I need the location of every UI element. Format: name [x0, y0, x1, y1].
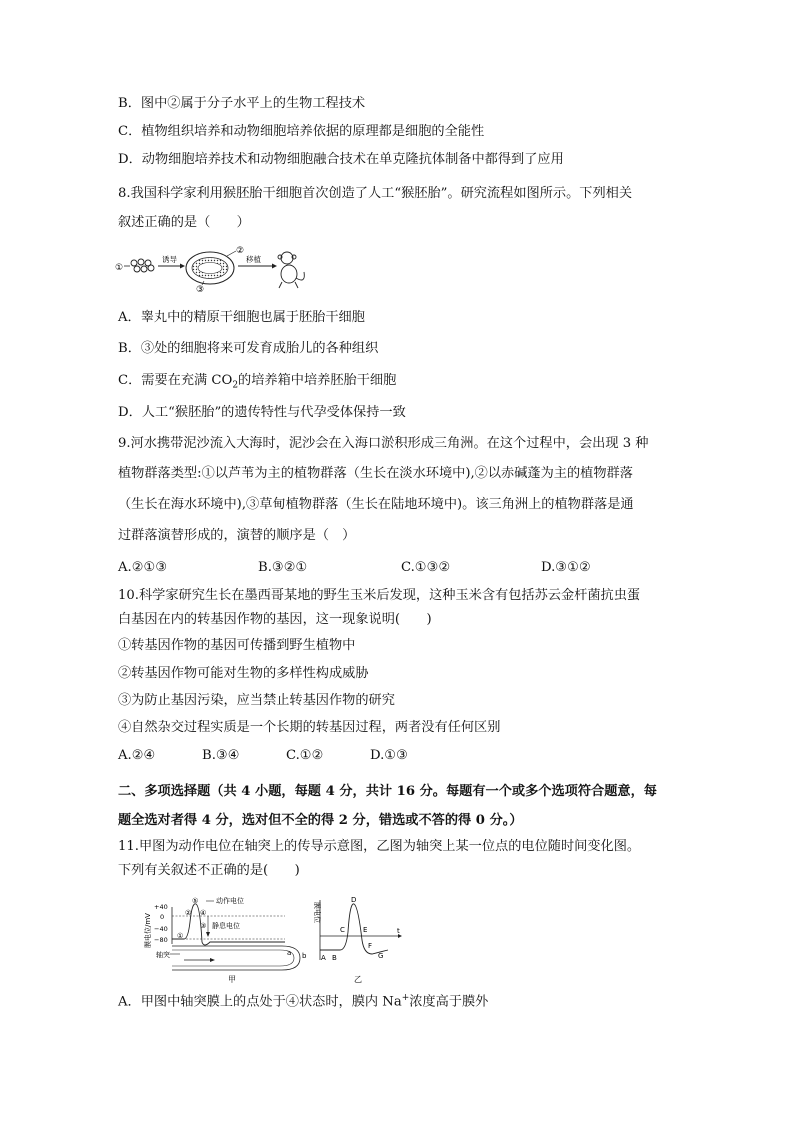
jia-tick: +40 — [154, 903, 168, 911]
q9-option: D.③①② — [541, 560, 591, 575]
resting-potential-label: 静息电位 — [212, 922, 240, 930]
fig8-label-2: ② — [236, 246, 245, 256]
q10-option: C.①② — [286, 748, 324, 763]
figure-jia — [143, 896, 307, 984]
monkey-icon — [278, 252, 304, 288]
q10-statement-1: ①转基因作物的基因可传播到野生植物中 — [118, 638, 356, 653]
q10-stem-line2: 白基因在内的转基因作物的基因，这一现象说明( ) — [118, 612, 432, 627]
q10-statement-3: ③为防止基因污染，应当禁止转基因作物的研究 — [118, 693, 395, 708]
q10-statement-2: ②转基因作物可能对生物的多样性构成威胁 — [118, 666, 369, 681]
jia-circ: ④ — [200, 909, 207, 917]
q10-option: B.③④ — [202, 748, 240, 763]
jia-circ: ① — [177, 932, 184, 940]
q8-option-c — [118, 372, 396, 395]
q8c-text-post: 的培养箱中培养胚胎干细胞 — [238, 373, 397, 388]
q9-stem-line1: 9.河水携带泥沙流入大海时，泥沙会在入海口淤积形成三角洲。在这个过程中，会出现 3 种 — [118, 436, 649, 451]
yi-point: G — [378, 952, 384, 960]
jia-tick: −40 — [154, 925, 168, 933]
yi-point: B — [332, 954, 337, 962]
jia-tick: 0 — [160, 913, 165, 921]
figure-yi — [313, 896, 402, 984]
q10-stem-line1: 10.科学家研究生长在墨西哥某地的野生玉米后发现，这种玉米含有包括苏云金杆菌抗虫蛋 — [118, 588, 641, 603]
jia-circ: ⑤ — [192, 897, 199, 905]
q8-figure — [114, 244, 314, 294]
q11a-sup: + — [401, 993, 410, 1003]
fig8-label-1: ① — [115, 263, 124, 273]
stem-cell-cluster — [131, 259, 154, 272]
q8-stem-line2: 叙述正确的是（ ） — [118, 215, 250, 230]
yi-point: E — [363, 926, 368, 934]
label-a: a — [287, 949, 292, 957]
q9-stem-line3: （生长在海水环境中),③草甸植物群落（生长在陆地环境中)。该三角洲上的植物群落是通 — [118, 497, 634, 512]
q8-option-b: B．③处的细胞将来可发育成胎儿的各种组织 — [118, 341, 379, 356]
yi-t-label: t — [397, 927, 400, 935]
fig8-arrow2-label: 移植 — [246, 255, 261, 264]
q8-stem-line1: 8.我国科学家利用猴胚胎干细胞首次创造了人工“猴胚胎”。研究流程如图所示。下列相关 — [118, 186, 632, 201]
jia-circ: ③ — [200, 922, 207, 930]
q11a-text-post: 浓度高于膜外 — [409, 994, 489, 1010]
jia-tick: −80 — [154, 936, 168, 944]
jia-circ: ② — [185, 909, 192, 917]
yi-point: D — [351, 896, 357, 904]
yi-ylabel: 膜电位 — [313, 902, 321, 923]
q10-statement-4: ④自然杂交过程实质是一个长期的转基因过程，两者没有任何区别 — [118, 720, 501, 735]
q10-option: D.①③ — [370, 748, 408, 763]
q9-stem-line2: 植物群落类型:①以芦苇为主的植物群落（生长在淡水环境中),②以赤碱蓬为主的植物群落 — [118, 466, 633, 481]
action-potential-label: 动作电位 — [216, 897, 244, 905]
q8c-text-pre: C．需要在充满 CO — [118, 373, 233, 388]
axon-label: 轴突 — [156, 951, 170, 959]
q8c-sub: 2 — [232, 380, 239, 391]
section2-heading-line2: 题全选对者得 4 分，选对但不全的得 2 分，错选或不答的得 0 分。） — [118, 813, 523, 828]
fig8-arrow1-label: 诱导 — [162, 255, 177, 264]
q7-option-d: D．动物细胞培养技术和动物细胞融合技术在单克隆抗体制备中都得到了应用 — [118, 152, 564, 167]
blastocyst — [186, 252, 234, 284]
yi-point: C — [340, 926, 345, 934]
q11-option-a — [118, 989, 488, 1011]
q11-stem-line1: 11.甲图为动作电位在轴突上的传导示意图，乙图为轴突上某一位点的电位随时间变化图。 — [118, 839, 641, 854]
q10-option: A.②④ — [118, 748, 156, 763]
q9-option: A.②①③ — [118, 560, 168, 575]
q8-option-d: D．人工“猴胚胎”的遗传特性与代孕受体保持一致 — [118, 405, 406, 420]
q9-option: C.①③② — [401, 560, 451, 575]
q8-option-a: A．睾丸中的精原干细胞也属于胚胎干细胞 — [118, 310, 365, 325]
yi-point: A — [321, 954, 326, 962]
yi-caption: 乙 — [354, 975, 362, 984]
q11-stem-line2: 下列有关叙述不正确的是( ) — [118, 863, 300, 878]
jia-ylabel: 膜电位/mV — [144, 913, 152, 948]
q11a-text-pre: A．甲图中轴突膜上的点处于④状态时，膜内 Na — [118, 994, 402, 1010]
q10-options — [118, 747, 408, 765]
q9-option: B.③②① — [258, 560, 308, 575]
q9-options — [118, 559, 591, 577]
label-b: b — [302, 952, 307, 960]
section2-heading-line1: 二、多项选择题（共 4 小题，每题 4 分，共计 16 分。每题有一个或多个选项符合题意，每 — [118, 784, 657, 799]
yi-point: F — [368, 942, 373, 950]
fig8-label-3: ③ — [196, 285, 205, 294]
q7-option-b: B．图中②属于分子水平上的生物工程技术 — [118, 96, 366, 111]
q7-option-c: C．植物组织培养和动物细胞培养依据的原理都是细胞的全能性 — [118, 124, 485, 139]
q9-stem-line4: 过群落演替形成的，演替的顺序是（ ） — [118, 528, 356, 543]
q11-figure — [140, 892, 410, 984]
jia-caption: 甲 — [228, 975, 236, 984]
